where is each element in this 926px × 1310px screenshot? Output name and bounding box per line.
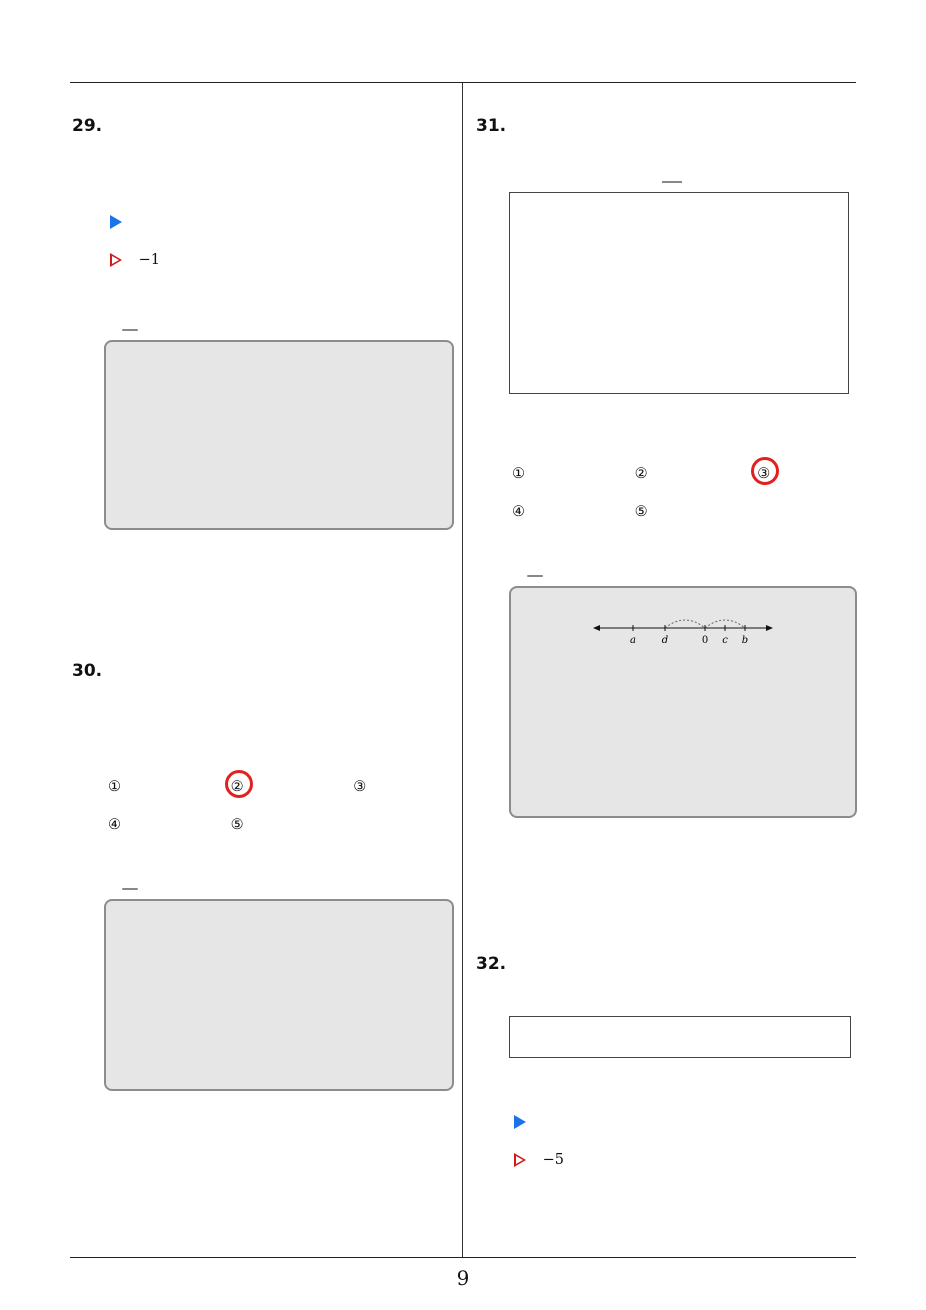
selected-answer-circle-icon <box>751 457 779 485</box>
choice-1[interactable]: ① <box>512 466 525 482</box>
choices <box>108 768 448 844</box>
choice-1[interactable]: ① <box>108 779 121 795</box>
problem-text <box>106 661 454 742</box>
selected-answer-circle-icon <box>225 770 253 798</box>
explanation-tag <box>122 329 138 331</box>
choice-5[interactable]: ⑤ <box>230 817 244 833</box>
column-divider <box>462 83 463 1258</box>
outline-arrow-icon <box>514 1153 526 1167</box>
explanation-box <box>509 586 857 818</box>
page-number: 9 <box>456 1266 470 1290</box>
answer-row <box>514 1114 538 1130</box>
explanation-tag <box>122 888 138 890</box>
distance-arc-left <box>665 620 705 628</box>
problem-number: 31. <box>476 116 507 136</box>
correct-answer-value: −5 <box>542 1152 564 1168</box>
explanation-tag <box>527 575 543 577</box>
correct-answer-row <box>514 1152 564 1168</box>
problem-number: 30. <box>72 661 103 681</box>
formula-box <box>509 1016 851 1058</box>
choices <box>512 455 882 531</box>
tick-label-c: c <box>722 635 728 646</box>
problem-30 <box>72 661 454 742</box>
correct-answer-value: −1 <box>138 252 160 268</box>
problem-number: 29. <box>72 116 103 136</box>
problem-text <box>510 116 860 197</box>
top-rule <box>70 82 856 83</box>
left-arrow-icon <box>593 625 600 631</box>
problem-number: 32. <box>476 954 507 974</box>
choice-4[interactable]: ④ <box>108 817 121 833</box>
choice-3[interactable]: ③ <box>353 779 367 795</box>
play-arrow-icon <box>514 1115 526 1129</box>
choice-2[interactable] <box>231 768 349 806</box>
problem-29 <box>72 116 454 197</box>
choice-3[interactable] <box>757 455 867 493</box>
bogi-box <box>509 192 849 394</box>
explanation-box <box>104 340 454 530</box>
right-arrow-icon <box>766 625 773 631</box>
problem-31 <box>476 116 860 197</box>
choice-5[interactable]: ⑤ <box>634 504 648 520</box>
choice-2[interactable]: ② <box>634 466 648 482</box>
choice-text: ③ <box>757 466 771 482</box>
answer-row <box>110 214 134 230</box>
problem-text <box>106 116 454 197</box>
bottom-rule <box>70 1257 856 1258</box>
tick-label-b: b <box>741 635 749 646</box>
bogi-tag <box>662 181 682 183</box>
explanation-box <box>104 899 454 1091</box>
problem-32 <box>476 954 860 1008</box>
tick-label-zero: 0 <box>701 635 709 646</box>
problem-text <box>510 954 860 1008</box>
choice-text: ② <box>230 779 244 795</box>
correct-answer-row <box>110 252 160 268</box>
choice-4[interactable]: ④ <box>512 504 525 520</box>
number-line <box>593 610 773 650</box>
explanation-spacer <box>118 917 440 943</box>
play-arrow-icon <box>110 215 122 229</box>
tick-label-d: d <box>661 635 669 646</box>
outline-arrow-icon <box>110 253 122 267</box>
tick-label-a: a <box>630 635 636 646</box>
